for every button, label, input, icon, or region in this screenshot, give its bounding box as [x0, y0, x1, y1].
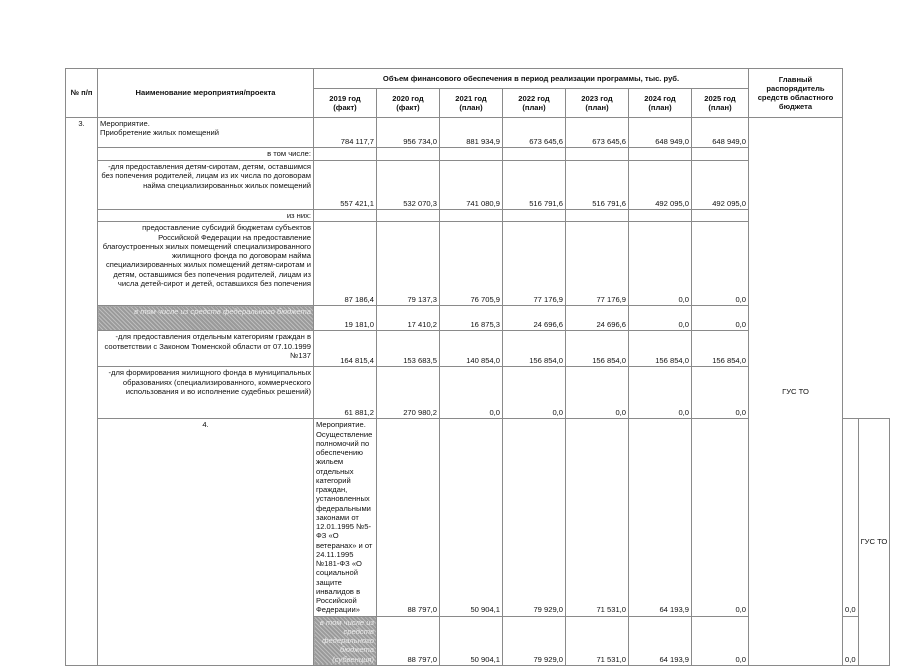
measure-label: Мероприятие. [100, 119, 150, 128]
including-label: в том числе: [98, 148, 314, 161]
row-number: 4. [98, 419, 314, 666]
value-2019: 88 797,0 [377, 616, 440, 665]
subitem-text: -для формирования жилищного фонда в муниципальных образованиях (специализированного, коммерческого использования и во исполнение судебных решений) [98, 367, 314, 419]
value-2021: 16 875,3 [440, 306, 503, 331]
value-2024: 648 949,0 [629, 118, 692, 148]
empty-cell [629, 210, 692, 222]
header-year-2024: 2024 год (план) [629, 89, 692, 118]
measure-label: Мероприятие. [316, 420, 366, 430]
header-col-name: Наименование мероприятия/проекта [98, 69, 314, 118]
value-2021: 79 929,0 [503, 419, 566, 616]
value-2019: 557 421,1 [314, 161, 377, 210]
value-2022: 71 531,0 [566, 616, 629, 665]
value-2019: 784 117,7 [314, 118, 377, 148]
value-2020: 79 137,3 [377, 222, 440, 306]
value-2025: 0,0 [843, 616, 859, 665]
value-2020: 153 683,5 [377, 331, 440, 367]
value-2019: 88 797,0 [377, 419, 440, 616]
row-number: 3. [66, 118, 98, 666]
value-2022: 0,0 [503, 367, 566, 419]
value-2019: 87 186,4 [314, 222, 377, 306]
value-2023: 516 791,6 [566, 161, 629, 210]
measure-title [98, 118, 314, 148]
value-2021: 881 934,9 [440, 118, 503, 148]
header-col-funding: Объем финансового обеспечения в период реализации программы, тыс. руб. [314, 69, 749, 89]
value-2020: 532 070,3 [377, 161, 440, 210]
value-2024: 0,0 [629, 222, 692, 306]
value-2024: 0,0 [692, 616, 749, 665]
value-2023: 673 645,6 [566, 118, 629, 148]
empty-cell [314, 210, 377, 222]
header-year-2022: 2022 год (план) [503, 89, 566, 118]
subitem-text: -для предоставления детям-сиротам, детям, оставшимся без попечения родителей, лицам из их числа по договорам найма специализированных жилых помещений [98, 161, 314, 210]
value-2019: 164 815,4 [314, 331, 377, 367]
executor-cell: ГУС ТО [749, 118, 843, 666]
value-2019: 61 881,2 [314, 367, 377, 419]
value-2025: 0,0 [692, 306, 749, 331]
measure-title [314, 419, 377, 616]
budget-table-sheet [65, 68, 890, 666]
empty-cell [503, 148, 566, 161]
value-2024: 0,0 [629, 306, 692, 331]
value-2020: 50 904,1 [440, 616, 503, 665]
value-2025: 156 854,0 [692, 331, 749, 367]
value-2021: 741 080,9 [440, 161, 503, 210]
value-2022: 673 645,6 [503, 118, 566, 148]
empty-cell [314, 148, 377, 161]
value-2021: 79 929,0 [503, 616, 566, 665]
federal-budget-label: в том числе из средств федерального бюджета [98, 306, 314, 331]
measure-name: Приобретение жилых помещений [100, 128, 220, 138]
value-2025: 0,0 [692, 222, 749, 306]
empty-cell [440, 210, 503, 222]
value-2023: 64 193,9 [629, 419, 692, 616]
header-year-2020: 2020 год (факт) [377, 89, 440, 118]
empty-cell [503, 210, 566, 222]
empty-cell [377, 148, 440, 161]
value-2023: 24 696,6 [566, 306, 629, 331]
empty-cell [692, 210, 749, 222]
measure-name: Осуществление полномочий по обеспечению жильем отдельных категорий граждан, установленных федеральными законами от 12.01.1995 №5-ФЗ «О ветеранах» и от 24.11.1995 №181-ФЗ «О социальной защите инвалидов в Российской Федерации» [316, 429, 373, 615]
value-2024: 0,0 [692, 419, 749, 616]
table-row [66, 118, 890, 148]
value-2023: 0,0 [566, 367, 629, 419]
empty-cell [377, 210, 440, 222]
subitem-text: -для предоставления отдельным категориям граждан в соответствии с Законом Тюменской области от 07.10.1999 №137 [98, 331, 314, 367]
value-2022: 156 854,0 [503, 331, 566, 367]
header-year-2019: 2019 год (факт) [314, 89, 377, 118]
value-2025: 648 949,0 [692, 118, 749, 148]
value-2023: 64 193,9 [629, 616, 692, 665]
value-2024: 0,0 [629, 367, 692, 419]
empty-cell [440, 148, 503, 161]
value-2021: 0,0 [440, 367, 503, 419]
of-which-label: из них: [98, 210, 314, 222]
value-2024: 156 854,0 [629, 331, 692, 367]
value-2025: 492 095,0 [692, 161, 749, 210]
value-2020: 270 980,2 [377, 367, 440, 419]
value-2020: 50 904,1 [440, 419, 503, 616]
empty-cell [692, 148, 749, 161]
empty-cell [629, 148, 692, 161]
header-row-top [66, 69, 890, 89]
header-year-2025: 2025 год (план) [692, 89, 749, 118]
value-2020: 956 734,0 [377, 118, 440, 148]
empty-cell [566, 148, 629, 161]
value-2021: 140 854,0 [440, 331, 503, 367]
value-2021: 76 705,9 [440, 222, 503, 306]
value-2022: 516 791,6 [503, 161, 566, 210]
value-2020: 17 410,2 [377, 306, 440, 331]
value-2022: 77 176,9 [503, 222, 566, 306]
value-2022: 24 696,6 [503, 306, 566, 331]
header-col-no: № п/п [66, 69, 98, 118]
header-year-2023: 2023 год (план) [566, 89, 629, 118]
value-2023: 156 854,0 [566, 331, 629, 367]
value-2023: 77 176,9 [566, 222, 629, 306]
value-2024: 492 095,0 [629, 161, 692, 210]
subitem-text: предоставление субсидий бюджетам субъектов Российской Федерации на предоставление благоустроенных жилых помещений специализированного жилищного фонда по договорам найма специализированных жилых помещений детям-сиротам и детям, оставшимся без попечения родителей, лицам из числа детей-сирот и детей, оставшихся без попечения [98, 222, 314, 306]
executor-cell: ГУС ТО [858, 419, 890, 666]
header-col-executor: Главный распорядитель средств областного бюджета [749, 69, 843, 118]
empty-cell [566, 210, 629, 222]
value-2022: 71 531,0 [566, 419, 629, 616]
budget-table [65, 68, 890, 666]
federal-budget-label: в том числе из средств федерального бюджета (субвенция) [314, 616, 377, 665]
value-2019: 19 181,0 [314, 306, 377, 331]
value-2025: 0,0 [843, 419, 859, 616]
value-2025: 0,0 [692, 367, 749, 419]
header-year-2021: 2021 год (план) [440, 89, 503, 118]
